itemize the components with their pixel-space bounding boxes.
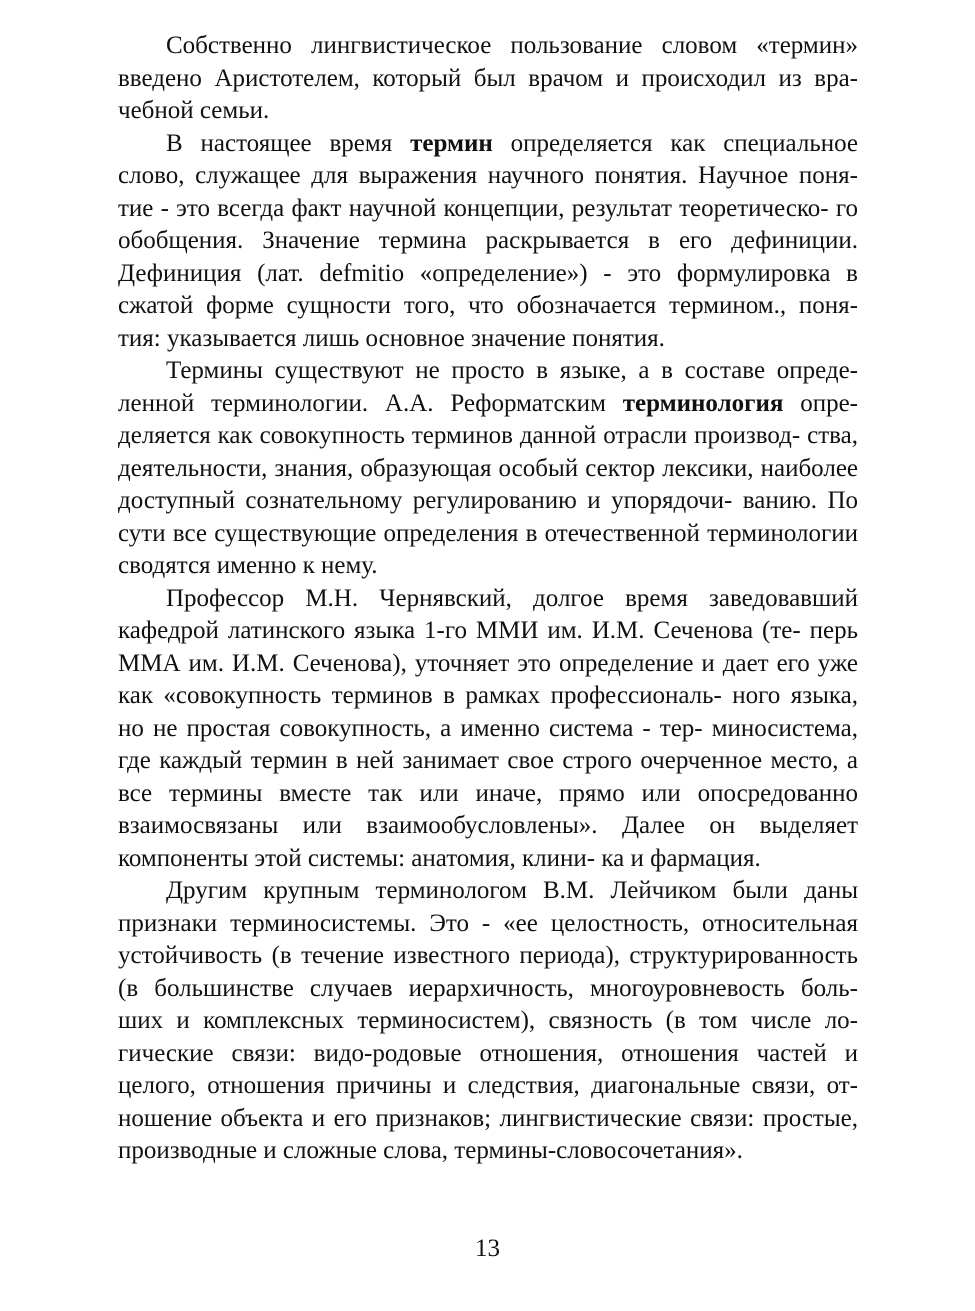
text-line: производные и сложные слова, термины-словосочетания». — [118, 1137, 743, 1164]
text-line: Термины существуют не просто в языке, а в составе опреде- — [166, 357, 858, 384]
text-line: (в большинстве случаев иерархичность, многоуровневость боль- — [118, 974, 858, 1002]
text-line: го обобщения. Значение термина раскрывается в его дефиниции. — [118, 194, 859, 254]
paragraph-terminology — [118, 355, 858, 583]
text-line: ших и комплексных терминосистем), связность (в том числе ло- — [118, 1007, 858, 1034]
text-line: слово, служащее для выражения научного понятия. Научное поня- — [118, 162, 858, 189]
bold-term: термин — [410, 129, 493, 157]
text-line: Другим крупным терминологом В.М. Лейчиком были даны — [166, 877, 858, 904]
paragraph-term-definition — [118, 128, 858, 356]
paragraph-leychik — [118, 875, 858, 1168]
text-line: чебной семьи. — [118, 97, 270, 124]
text-line: введено Аристотелем, который был врачом и происходил из вра- — [118, 64, 858, 92]
text-run: В настоящее время — [166, 129, 411, 157]
text-line: сжатой форме сущности того, что обозначается термином., поня- — [118, 292, 858, 319]
text-line: признаки терминосистемы. Это - «ее целостность, относительная — [118, 909, 858, 937]
text-line: ного языка, но не простая совокупность, а именно система - тер- — [118, 682, 859, 742]
text-line: перь ММА им. И.М. Сеченова), уточняет это определение и дает — [118, 617, 859, 677]
text-line: гические связи: видо-родовые отношения, отношения частей и — [118, 1039, 858, 1067]
text-line: терминологии сводятся именно к нему. — [118, 519, 858, 579]
text-line: тия: указывается лишь основное значение понятия. — [118, 324, 665, 352]
text-run: опре- — [783, 389, 858, 417]
page-body — [118, 30, 858, 1168]
text-line: Профессор М.Н. Чернявский, долгое время заведовавший — [166, 584, 858, 612]
text-line: наиболее доступный сознательному регулированию и упорядочи- — [118, 454, 859, 514]
bold-terminology: терминология — [622, 389, 784, 417]
text-line: деляется как совокупность терминов данной отрасли производ- — [118, 422, 801, 449]
text-line: кафедрой латинского языка 1-го ММИ им. И.М. Сеченова (те- — [118, 617, 801, 644]
text-line: ка и фармация. — [601, 844, 761, 872]
text-line: целого, отношения причины и следствия, диагональные связи, от- — [118, 1072, 858, 1099]
text-line: ства, деятельности, знания, образующая особый сектор лексики, — [118, 422, 858, 482]
text-line: ношение объекта и его признаков; лингвистические связи: простые, — [118, 1104, 858, 1132]
text-line: Собственно лингвистическое пользование словом «термин» — [166, 32, 858, 59]
text-line: тие - это всегда факт научной концепции, результат теоретическо- — [118, 194, 829, 222]
text-run: ленной терминологии. А.А. Реформатским — [118, 389, 623, 417]
text-line: или опосредованно взаимосвязаны или взаимообусловлены». — [118, 779, 858, 839]
text-line: Дефиниция (лат. defmitio «определение») - это формулировка в — [118, 259, 858, 287]
text-line: Далее он выделяет компоненты этой системы: анатомия, клини- — [118, 812, 858, 872]
text-line: его уже как «совокупность терминов в рамках профессиональ- — [118, 649, 858, 709]
text-line: миносистема, где каждый термин в ней занимает свое строго — [118, 714, 858, 774]
text-line: устойчивость (в течение известного периода), структурированность — [118, 942, 858, 969]
paragraph-aristotle — [118, 30, 858, 128]
text-line: очерченное место, а все термины вместе так или иначе, прямо — [118, 747, 858, 807]
page-number: 13 — [475, 1235, 500, 1262]
text-line: ванию. По сути все существующие определения в отечественной — [118, 487, 859, 547]
paragraph-chernyavsky — [118, 583, 858, 876]
text-run: определяется как специальное — [492, 129, 859, 157]
